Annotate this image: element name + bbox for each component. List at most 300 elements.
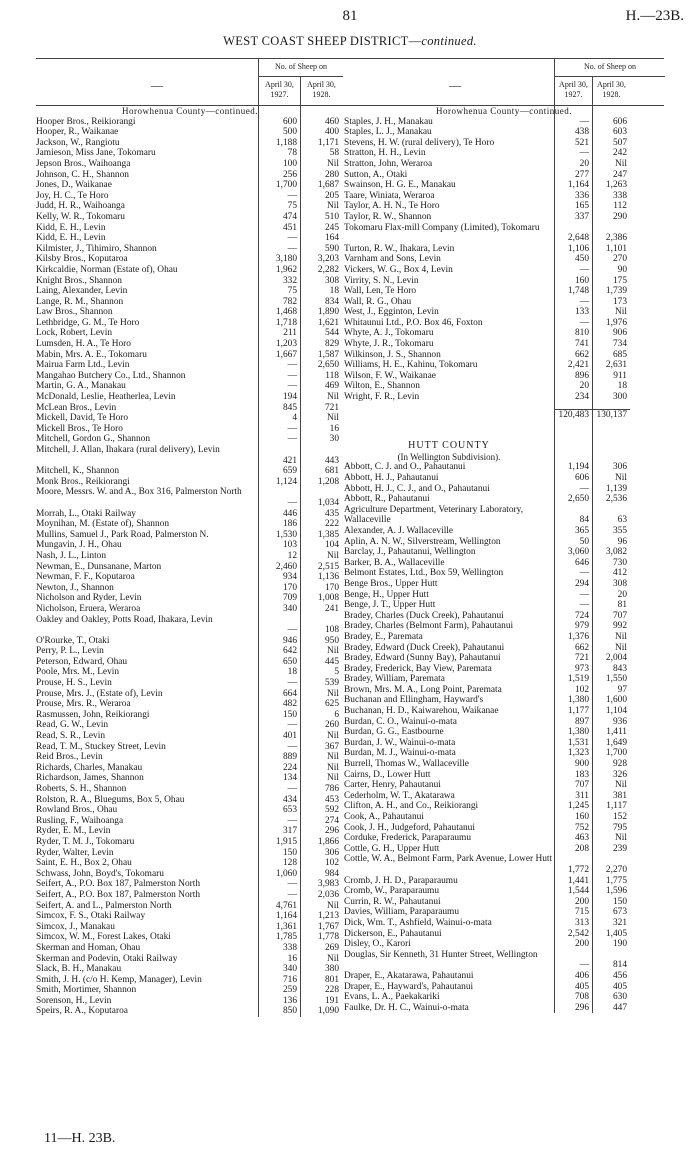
sheep-1928: 1,700 [605,748,627,759]
left-table-row [36,138,344,149]
owner-name: Buchanan and Ellingham, Hayward's [344,695,484,706]
left-table-row [36,159,344,170]
sheep-1927: 337 [574,211,589,222]
sheep-1928: 1,208 [317,476,339,487]
left-table-row [36,318,344,329]
sheep-1927: — [579,960,589,971]
left-table-row [36,519,344,530]
left-table-row [36,434,344,445]
left-h1a: April 30, [265,80,294,89]
right-table-row [344,611,664,622]
sheep-1927: 1,700 [275,180,297,191]
sheep-1927: 1,203 [275,339,297,350]
sheep-1928: 456 [612,970,627,981]
sheep-1927: 103 [282,540,297,551]
sheep-1928: Nil [615,631,627,642]
sheep-1928: 190 [612,939,627,950]
sheep-1927: 946 [282,635,297,646]
right-h1a: April 30, [559,80,588,89]
sheep-1927: — [579,483,589,494]
sheep-1927: 340 [282,964,297,975]
owner-name: Newman, E., Dunsanane, Marton [36,561,162,572]
sheep-1927: 296 [574,1002,589,1013]
sheep-1927: 724 [574,610,589,621]
owner-name: Barclay, J., Pahautanui, Wellington [344,547,476,558]
sheep-1928: 152 [612,812,627,822]
owner-name: Rusling, F., Waihoanga [36,815,124,826]
sheep-1928: 3,983 [317,879,339,890]
sheep-1928: 843 [612,663,627,674]
right-table-row [344,170,664,181]
sheep-1927: 845 [282,402,297,413]
sheep-1928: 242 [612,148,627,159]
right-table-row [344,717,664,728]
right-table-row [344,621,664,632]
sheep-1928: 460 [324,116,339,127]
right-h2b: 1928. [602,90,621,99]
sheep-1927: 438 [574,127,589,138]
right-table-body [344,106,664,1013]
owner-name: Mitchell, K., Shannon [36,466,120,477]
owner-name: Abbott, H. J., C. J., and O., Pahautanui [344,483,490,494]
left-table-row [36,477,344,488]
right-table-row [344,812,664,823]
left-table-row [36,996,344,1007]
left-table-row [36,932,344,943]
sheep-1927: 664 [282,688,297,699]
owner-name: Simcox, F. S., Otaki Railway [36,911,146,922]
sheep-1928: 400 [324,127,339,138]
owner-name: Mitchell, J. Allan, Ihakara (rural delivery), Levin [36,445,220,455]
owner-name: Cook, A., Pahautanui [344,812,424,822]
sheep-1927: 294 [574,578,589,589]
sheep-1928: 1,101 [605,243,627,254]
sheep-1927: 1,785 [275,932,297,943]
right-table-row [344,770,664,781]
owner-name: Newman, F. F., Koputaroa [36,572,135,583]
sheep-1927: 3,180 [275,254,297,265]
sheep-1927: 1,060 [275,868,297,879]
owner-name: Lange, R. M., Shannon [36,296,124,307]
left-table-row [36,890,344,901]
sheep-1928: 306 [324,847,339,858]
left-table-row [36,816,344,827]
sheep-1927: 1,376 [567,631,589,642]
sheep-1928: 795 [612,822,627,833]
right-table-row [344,318,664,329]
owner-name: Evans, L. A., Paekakariki [344,992,440,1003]
owner-name: Judd, H. R., Waihoanga [36,201,125,212]
total-label [344,409,554,420]
left-table-row [36,360,344,371]
sheep-1928: 510 [324,211,339,222]
sheep-1928: 590 [324,243,339,254]
sheep-1928: 730 [612,557,627,568]
sheep-1927: 165 [574,201,589,212]
owner-name: Oakley and Oakley, Potts Road, Ihakara, Levin [36,614,213,625]
hutt-county-subheading: (In Wellington Subdivision). [397,451,501,462]
sheep-1927: 642 [282,646,297,657]
owner-name: Mungavin, J. H., Ohau [36,540,122,551]
right-table-row [344,547,664,558]
owner-name: Simcox, J., Manakau [36,921,115,932]
right-table-row [344,127,664,138]
sheep-1927: 4 [292,413,297,424]
sheep-1928: Nil [327,773,339,784]
owner-name: Draper, E., Akatarawa, Pahautanui [344,970,474,981]
sheep-1927: 741 [574,339,589,350]
sheep-1928: 3,082 [605,547,627,558]
sheep-1928: 173 [612,296,627,307]
left-table-row [36,403,344,414]
left-table-row [36,615,344,636]
owner-name: Cromb, J. H. D., Paraparaumu [344,875,458,886]
right-table-row [344,907,664,918]
sheep-1928: 786 [324,784,339,794]
right-table-row [344,328,664,339]
left-table-row [36,689,344,700]
left-table-row [36,826,344,837]
sheep-1927: 16 [287,953,297,964]
left-table-row [36,795,344,806]
sheep-1928: 2,004 [605,653,627,664]
sheep-1927: 224 [282,762,297,773]
right-table-row [344,265,664,276]
sheep-1927: 850 [282,1006,297,1017]
sheep-1928: 175 [612,275,627,286]
sheep-1927: 338 [282,942,297,953]
left-table-row [36,350,344,361]
sheep-1928: 539 [324,678,339,689]
owner-name: Clifton, A. H., and Co., Reikiorangi [344,801,479,812]
right-table-row [344,727,664,738]
page-footer: 11—H. 23B. [44,1131,116,1146]
sheep-1927: 1,544 [567,886,589,897]
right-table-row [344,212,664,223]
owner-name: Abbott, R., Pahautanui [344,494,430,505]
sheep-1928: 1,621 [317,317,339,328]
owner-name: Peterson, Edward, Ohau [36,656,128,667]
right-table-row [344,759,664,770]
sheep-1928: 2,036 [317,889,339,900]
sheep-1928: 435 [324,508,339,519]
owner-name: Bradey, Charles (Duck Creek), Pahautanui [344,610,504,621]
left-table-row [36,943,344,954]
sheep-1927: — [287,741,297,752]
sheep-1928: 1,171 [317,137,339,148]
owner-name: Speirs, R. A., Koputaroa [36,1006,128,1017]
sheep-1928: 469 [324,381,339,392]
owner-name: Schwass, John, Boyd's, Tokomaru [36,868,164,879]
sheep-1928: 308 [324,275,339,286]
owner-name: Benge, H., Upper Hutt [344,589,429,600]
sheep-1927: 715 [574,907,589,918]
sheep-1927: — [579,589,589,600]
sheep-1927: — [287,879,297,890]
sheep-1928: 1,405 [605,928,627,939]
owner-name: Belmont Estates, Ltd., Box 59, Wellington [344,568,504,579]
right-table-row [344,180,664,191]
sheep-1927: 4,761 [275,900,297,911]
sheep-1928: 1,263 [605,180,627,191]
owner-name: Martin, G. A., Manakau [36,381,126,392]
sheep-1927: 20 [579,158,589,169]
sheep-1927: 20 [579,381,589,392]
sheep-1927: 78 [287,148,297,159]
owner-name: Mullins, Samuel J., Park Road, Palmerston N. [36,529,209,540]
sheep-1928: 308 [612,578,627,589]
sheep-1927: 2,650 [567,494,589,505]
right-table-row [344,674,664,685]
sheep-1928: 721 [324,402,339,413]
sheep-1927: 1,323 [567,748,589,759]
left-table-row [36,191,344,202]
right-table-row [344,653,664,664]
left-table-row [36,667,344,678]
sheep-1927: 1,194 [567,462,589,473]
right-table-row [344,706,664,717]
left-table-row [36,276,344,287]
sheep-1928: 321 [612,917,627,928]
left-table-row [36,466,344,477]
sheep-1928: 1,890 [317,307,339,318]
sheep-1928: 984 [324,868,339,879]
sheep-1927: — [287,815,297,826]
left-table-row [36,117,344,128]
owner-name: Faulke, Dr. H. C., Wainui-o-mata [344,1002,469,1013]
sheep-1928: Nil [327,953,339,964]
owner-name: Ryder, T. M. J., Tokomaru [36,836,135,847]
left-table-row [36,805,344,816]
sheep-1928: Nil [615,833,627,844]
owner-name: Buchanan, H. D., Kaiwarehou, Waikanae [344,706,499,717]
right-table-row [344,159,664,170]
sheep-1928: 911 [613,370,627,381]
sheep-1928: 447 [612,1002,627,1013]
sheep-1927: — [287,381,297,392]
sheep-1928: 58 [329,148,339,159]
sheep-1927: — [579,296,589,307]
sheep-1927: 1,718 [275,317,297,328]
left-table-row [36,699,344,710]
sheep-1927: 1,106 [567,243,589,254]
owner-name: Joy, H. C., Te Horo [36,190,109,201]
sheep-1928: 544 [324,328,339,339]
right-table-row [344,307,664,318]
sheep-1927: 200 [574,939,589,950]
owner-name: Taylor, R. W., Shannon [344,211,432,222]
right-table-row [344,738,664,749]
left-table-row [36,742,344,753]
owner-name: Wright, F. R., Levin [344,392,420,403]
sheep-1927: 277 [574,169,589,180]
owner-name: Williams, H. E., Kahinu, Tokomaru [344,360,478,371]
sheep-1927: 600 [282,116,297,127]
sheep-1928: 625 [324,699,339,710]
left-table-row [36,180,344,191]
right-table-row [344,801,664,812]
sheep-1928: 992 [612,621,627,632]
sheep-1927: 500 [282,127,297,138]
sheep-1927: 1,188 [275,137,297,148]
owner-name: Richardson, James, Shannon [36,773,144,784]
right-table-row [344,950,664,971]
owner-name: Mairua Farm Ltd., Levin [36,360,130,371]
right-table-row [344,939,664,950]
sheep-1927: 662 [574,642,589,653]
sheep-1928: 270 [612,254,627,265]
owner-name: Stratton, John, Weraroa [344,158,433,169]
owner-name: Johnson, C. H., Shannon [36,169,129,180]
owner-name: Kilsby Bros., Koputaroa [36,254,128,265]
owner-name: Moynihan, M. (Estate of), Shannon [36,519,170,530]
sheep-1928: 3,203 [317,254,339,265]
left-table-row [36,286,344,297]
owner-name: Abbott, H. J., Pahautanui [344,473,439,483]
sheep-1928: Nil [327,762,339,773]
owner-name: Burdan, C. O., Wainui-o-mata [344,716,457,727]
owner-name: Aplin, A. N. W., Silverstream, Wellington [344,536,501,547]
sheep-1927: 782 [282,296,297,307]
sheep-1927: — [287,784,297,794]
left-table-row [36,837,344,848]
sheep-1927: 707 [574,780,589,791]
owner-name: Sorenson, H., Levin [36,995,112,1006]
sheep-1927: — [287,233,297,244]
right-table-row [344,360,664,371]
sheep-1927: 2,542 [567,928,589,939]
sheep-1928: 2,650 [317,360,339,371]
sheep-1927: — [287,678,297,689]
left-table-row [36,487,344,508]
left-table-row [36,911,344,922]
sheep-1927: — [287,370,297,381]
sheep-1927: 340 [282,603,297,614]
owner-name: Mickell Bros., Te Horo [36,423,123,434]
owner-name: Cook, J. H., Judgeford, Pahautanui [344,822,475,833]
sheep-1927: — [287,243,297,254]
sheep-1928: 1,866 [317,836,339,847]
owner-name: Taare, Winiata, Weraroa [344,190,435,201]
sheep-1928: 1,411 [606,727,627,738]
sheep-1927: 234 [574,392,589,403]
sheep-1927: 170 [282,582,297,593]
sheep-1928: 673 [612,907,627,918]
sheep-1928: 2,386 [605,233,627,244]
sheep-1928: 1,778 [317,932,339,943]
sheep-1928: 443 [324,455,339,466]
right-table-row [344,844,664,855]
right-table-row [344,339,664,350]
sheep-1928: 97 [617,684,627,695]
right-column [344,58,664,1013]
right-header-1928 [592,77,630,105]
sheep-1928: 814 [612,960,627,971]
owner-name: Skerman and Podevin, Otaki Railway [36,953,178,964]
owner-name: Wilkinson, J. S., Shannon [344,349,441,360]
sheep-1927: 317 [282,826,297,837]
sheep-1928: 2,536 [605,494,627,505]
sheep-1928: 1,034 [317,497,339,508]
owner-name: Benge Bros., Upper Hutt [344,578,438,589]
right-table-row [344,392,664,403]
owner-name: Virrity, S. N., Levin [344,275,419,286]
left-table-row [36,964,344,975]
sheep-1928: 20 [617,589,627,600]
right-table-row [344,600,664,611]
sheep-1927: 406 [574,970,589,981]
sheep-1927: 1,177 [567,706,589,717]
sheep-1928: 290 [612,211,627,222]
left-table-row [36,297,344,308]
sheep-1928: 1,767 [317,921,339,932]
sheep-1927: 200 [574,896,589,907]
left-table-row [36,646,344,657]
right-table-row [344,897,664,908]
owner-name: Reid Bros., Levin [36,752,103,763]
sheep-1928: 367 [324,741,339,752]
sheep-1927: 1,124 [275,476,297,487]
owner-name: Brown, Mrs. M. A., Long Point, Paremata [344,684,502,695]
right-table-row [344,297,664,308]
left-table-body [36,106,344,1017]
owner-name: Whyte, J. R., Tokomaru [344,339,434,350]
right-table-row [344,876,664,887]
right-table-row [344,505,664,526]
sheep-1928: 1,139 [605,483,627,494]
sheep-1927: 50 [579,536,589,547]
total-1927: 120,483 [554,409,592,420]
owner-name: Read, G. W., Levin [36,720,109,731]
sheep-1927: 1,667 [275,349,297,360]
sheep-1928: 381 [612,790,627,801]
title-main: WEST COAST SHEEP DISTRICT— [223,34,422,48]
owner-name: Jackson, W., Rangiotu [36,137,120,148]
left-table-row [36,201,344,212]
left-table-row [36,858,344,869]
owner-name: Cottle, W. A., Belmont Farm, Park Avenue, Lower Hutt [344,854,553,865]
right-table-row [344,568,664,579]
sheep-1928: 18 [617,381,627,392]
left-table-row [36,381,344,392]
owner-name: Dick, Wm. T., Ashfield, Wainui-o-mata [344,917,492,928]
sheep-1927: 474 [282,211,297,222]
right-table-row [344,286,664,297]
sheep-1927: 1,380 [567,727,589,738]
sheep-1927: 134 [282,773,297,784]
sheep-1928: 118 [325,370,339,381]
owner-name: Stratton, H. H., Levin [344,148,426,159]
owner-name: McLean Bros., Levin [36,402,117,413]
owner-name: Mabin, Mrs. A. E., Tokomaru [36,349,147,360]
left-table-row [36,710,344,721]
owner-name: Morrah, L., Otaki Railway [36,508,136,519]
left-table-row [36,562,344,573]
owner-name: Saint, E. H., Box 2, Ohau [36,858,132,869]
left-table-row [36,244,344,255]
sheep-1927: 3,060 [567,547,589,558]
right-table-row [344,664,664,675]
left-table-row [36,720,344,731]
right-table-row [344,381,664,392]
sheep-1928: 16 [329,423,339,434]
owner-name: Lumsden, H. A., Te Horo [36,339,131,350]
right-table-row [344,695,664,706]
owner-name: Burdan, G. G., Eastbourne [344,727,444,738]
left-table-row [36,985,344,996]
sheep-1928: 5 [334,667,339,678]
sheep-1928: 63 [617,515,627,526]
